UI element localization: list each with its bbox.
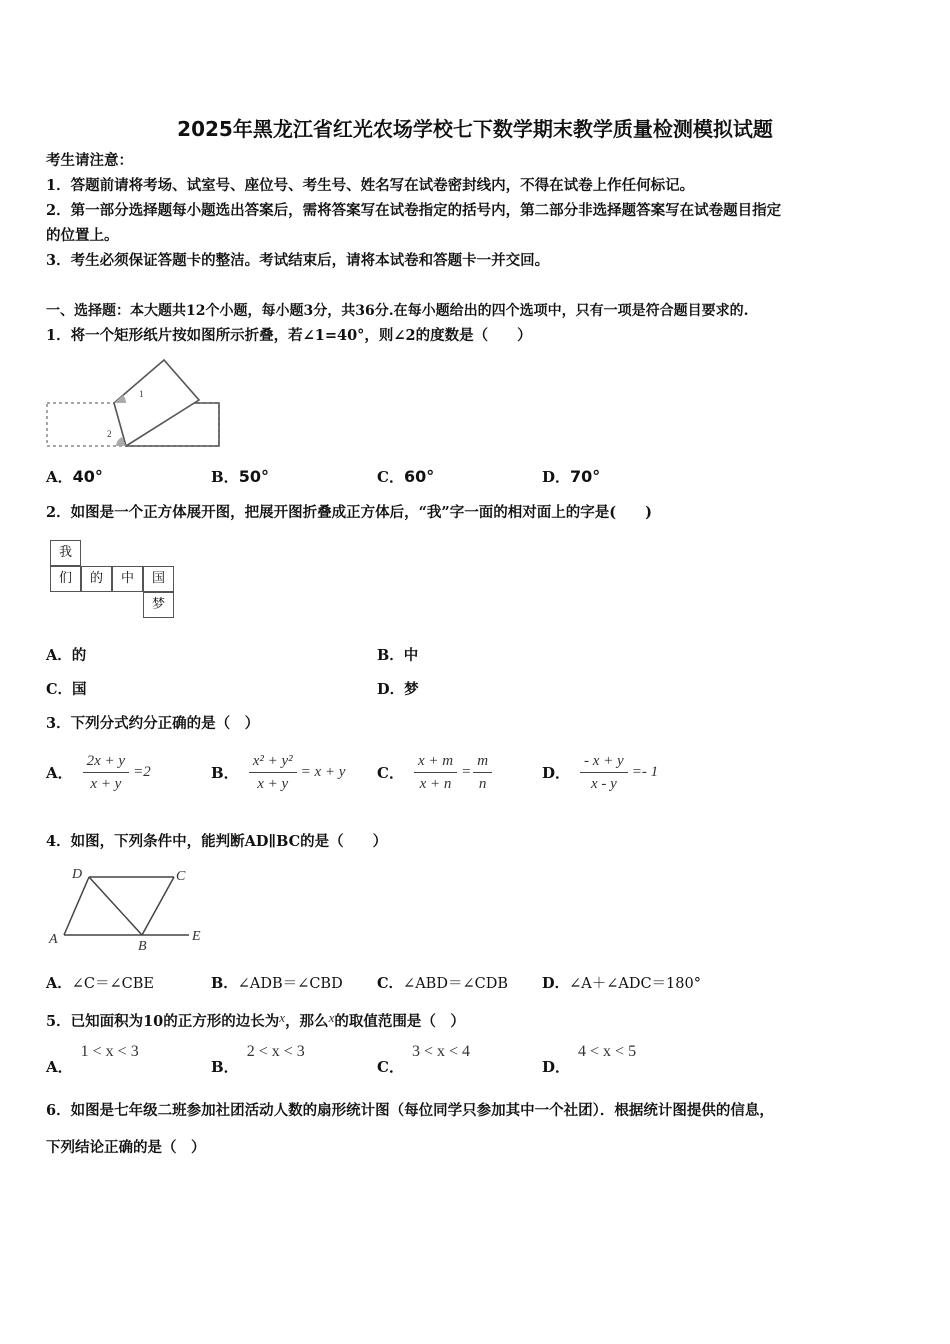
angle-1-label: 1 (139, 389, 144, 399)
cube-net (50, 540, 180, 625)
net-cell-guo: 国 (143, 566, 174, 592)
point-c-label: C (176, 869, 186, 884)
net-cell-wo: 我 (50, 540, 81, 566)
question-5-option-a[interactable]: A．1 < x < 3 (46, 1043, 139, 1076)
fraction: $\frac{m}{n}$ (473, 752, 492, 793)
notice-item-2: 2．第一部分选择题每小题选出答案后，需将答案写在试卷指定的括号内，第二部分非选择题答案写在试卷题目指定 (46, 202, 782, 219)
question-3-option-c[interactable]: C． $\frac{x + m}{x + n}$ = $\frac{m}{n}$ (377, 752, 492, 793)
fraction: $\frac{\text{x² + y²}}{x + y}$ (249, 752, 297, 793)
question-2-option-c[interactable]: C．国 (46, 681, 87, 698)
notice-item-3: 3．考生必须保证答题卡的整洁。考试结束后，请将本试卷和答题卡一并交回。 (46, 252, 550, 269)
fraction: $\frac{- x + y}{x - y}$ (580, 752, 628, 793)
folded-flap (114, 360, 199, 446)
question-5-stem: 5．已知面积为10的正方形的边长为x，那么x的取值范围是（ ） (46, 1010, 465, 1030)
net-cell-de: 的 (81, 566, 112, 592)
point-e-label: E (192, 929, 201, 944)
question-1-option-a[interactable]: A．40° (46, 467, 103, 486)
net-cell-zhong: 中 (112, 566, 143, 592)
question-2-option-a[interactable]: A．的 (46, 647, 87, 664)
question-4-option-a[interactable]: A．∠C＝∠CBE (46, 975, 154, 992)
segment-ad (64, 877, 89, 935)
question-3-stem: 3．下列分式约分正确的是（ ） (46, 715, 260, 732)
angle-2-label: 2 (107, 429, 112, 439)
question-1-option-d[interactable]: D．70° (542, 467, 601, 486)
segment-db (89, 877, 142, 935)
question-5-option-d[interactable]: D．4 < x < 5 (542, 1043, 637, 1076)
question-2-option-d[interactable]: D．梦 (377, 681, 419, 698)
question-4-option-c[interactable]: C．∠ABD＝∠CDB (377, 975, 508, 992)
question-4-stem: 4．如图，下列条件中，能判断AD∥BC的是（ ） (46, 833, 388, 850)
net-cell-meng: 梦 (143, 592, 174, 618)
fraction: $\frac{x + m}{x + n}$ (414, 752, 457, 793)
point-b-label: B (138, 939, 147, 952)
question-3-option-d[interactable]: D． $\frac{- x + y}{x - y}$ =- 1 (542, 753, 659, 792)
notice-item-1: 1．答题前请将考场、试室号、座位号、考生号、姓名写在试卷密封线内，不得在试卷上作任何标记。 (46, 177, 695, 194)
question-1-stem: 1．将一个矩形纸片按如图所示折叠，若∠1=40°，则∠2的度数是（ ） (46, 327, 532, 344)
question-1-figure (44, 355, 224, 455)
section-heading: 一、选择题：本大题共12个小题，每小题3分，共36分.在每小题给出的四个选项中，只有一项是符合题目要求的. (46, 303, 749, 319)
page-title: 2025年黑龙江省红光农场学校七下数学期末教学质量检测模拟试题 (177, 117, 773, 141)
point-a-label: A (49, 932, 58, 947)
question-4-figure (44, 862, 214, 952)
question-3-option-b[interactable]: B． $\frac{\text{x² + y²}}{x + y}$ = x + y (211, 753, 346, 792)
question-3-option-a[interactable]: A． $\frac{2x + y}{x + y}$ =2 (46, 753, 151, 792)
net-cell-men: 们 (50, 566, 81, 592)
question-1-option-c[interactable]: C．60° (377, 467, 435, 486)
notice-heading: 考生请注意： (46, 152, 133, 169)
point-d-label: D (72, 867, 83, 882)
question-4-option-b[interactable]: B．∠ADB＝∠CBD (211, 975, 343, 992)
question-6-stem-line-1: 6．如图是七年级二班参加社团活动人数的扇形统计图（每位同学只参加其中一个社团）．根据统计图提供的信息， (46, 1102, 774, 1119)
question-5-option-b[interactable]: B．2 < x < 3 (211, 1043, 305, 1076)
question-1-option-b[interactable]: B．50° (211, 467, 269, 486)
segment-cb (142, 877, 174, 935)
question-4-option-d[interactable]: D．∠A＋∠ADC＝180° (542, 975, 701, 992)
notice-item-2-cont: 的位置上。 (46, 227, 119, 244)
question-2-stem: 2．如图是一个正方体展开图，把展开图折叠成正方体后，“我”字一面的相对面上的字是( ) (46, 504, 652, 521)
question-6-stem-line-2: 下列结论正确的是（ ） (46, 1139, 206, 1156)
question-2-option-b[interactable]: B．中 (377, 647, 419, 664)
question-5-option-c[interactable]: C．3 < x < 4 (377, 1043, 470, 1076)
fraction: $\frac{2x + y}{x + y}$ (83, 752, 129, 793)
